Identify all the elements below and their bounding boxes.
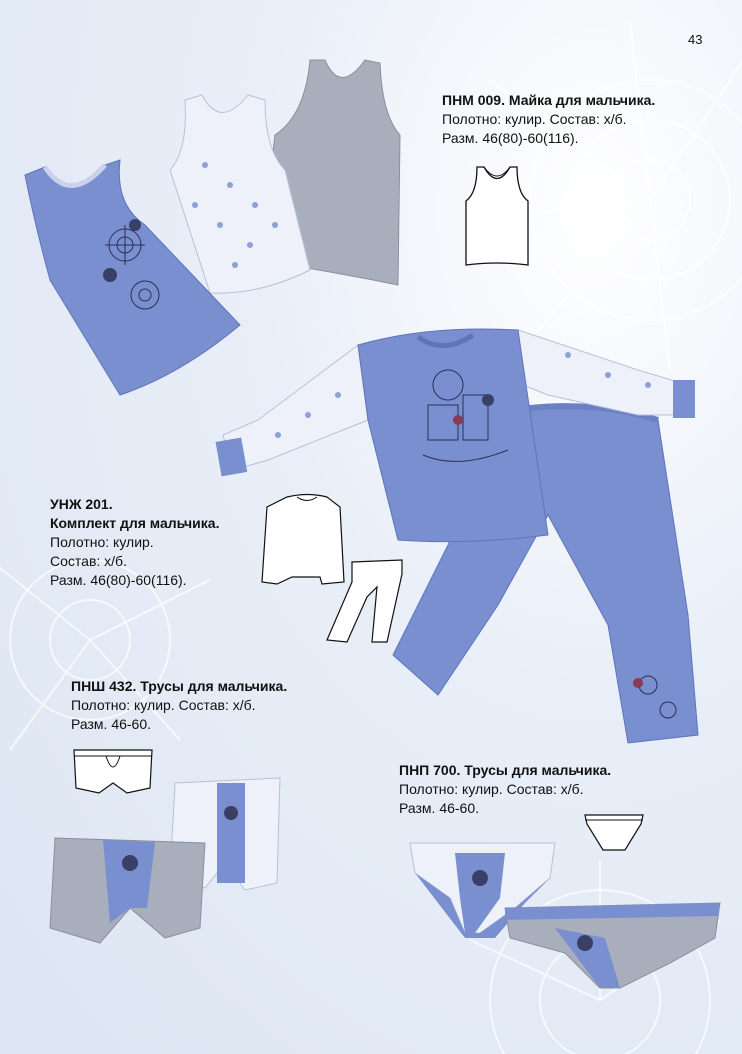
product-pnsh432-text — [71, 677, 287, 734]
product-title: ПНШ 432. Трусы для мальчика. — [71, 678, 288, 694]
product-title-name: Комплект для мальчика. — [50, 515, 220, 531]
product-fabric: Полотно: кулир. Состав: х/б. — [399, 781, 584, 797]
product-fabric: Полотно: кулир. Состав: х/б. — [442, 111, 627, 127]
product-fabric: Полотно: кулир. Состав: х/б. — [71, 697, 256, 713]
product-sizes: Разм. 46-60. — [399, 800, 480, 816]
product-sizes: Разм. 46(80)-60(116). — [442, 130, 579, 146]
page-number: 43 — [688, 32, 703, 47]
product-sizes: Разм. 46(80)-60(116). — [50, 572, 187, 588]
product-pnm009-text — [442, 91, 655, 148]
product-title-code: УНЖ 201. — [50, 496, 113, 512]
product-fabric: Полотно: кулир. — [50, 534, 154, 550]
boxer-shorts-photo — [45, 778, 285, 943]
product-pnp700-text — [399, 761, 611, 818]
briefs-photo — [405, 838, 725, 993]
tank-top-sketch — [462, 165, 532, 270]
product-composition: Состав: х/б. — [50, 553, 127, 569]
product-title: ПНМ 009. Майка для мальчика. — [442, 92, 656, 108]
product-unzh201-text — [50, 495, 219, 590]
product-sizes: Разм. 46-60. — [71, 716, 152, 732]
pajama-set-sketch — [262, 492, 412, 647]
product-title: ПНП 700. Трусы для мальчика. — [399, 762, 612, 778]
